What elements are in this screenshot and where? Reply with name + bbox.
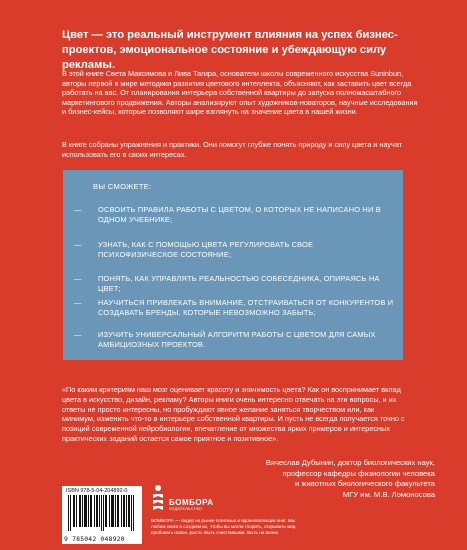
publisher-description: БОМБОРА — лидер на рынке полезных и вдохновляющих книг. Мы любим книги и создаем их, чтобы вы могли творить, открывать мир, пробовать новое, расти. Быть счастливыми. Быть на волне. — [151, 518, 297, 535]
barcode-icon — [68, 495, 136, 531]
benefit-text: УЗНАТЬ, КАК С ПОМОЩЬЮ ЦВЕТА РЕГУЛИРОВАТЬ СВОЕ ПСИХОФИЗИЧЕСКОЕ СОСТОЯНИЕ; — [98, 240, 314, 259]
benefit-text: ИЗУЧИТЬ УНИВЕРСАЛЬНЫЙ АЛГОРИТМ РАБОТЫ С ЦВЕТОМ ДЛЯ САМЫХ АМБИЦИОЗНЫХ ПРОЕКТОВ. — [98, 330, 376, 349]
benefit-text: НАУЧИТЬСЯ ПРИВЛЕКАТЬ ВНИМАНИЕ, ОТСТРАИВАТЬСЯ ОТ КОНКУРЕНТОВ И СОЗДАВАТЬ БРЕНДЫ, КОТОРЫЕ НЕВОЗМОЖНО ЗАБЫТЬ; — [98, 298, 394, 317]
dash-icon: — — [74, 330, 82, 339]
publisher-name: БОМБОРА — [169, 498, 214, 507]
dash-icon: — — [74, 274, 82, 283]
review-quote: «По каким критериям наш мозг оценивает красоту и значимость цвета? Как он воспринимает вклад цвета в искусство, дизайн, рекламу? Авторы книги очень интересно отвечать на эти вопросы, и их ответы не просто интересны, но пробуждают явное желание заняться творчеством или, как минимум, изменить что-то в интерьере собственной квартиры. И пусть не всегда получается точно с позиций современной нейробиологии, впечатление от множества ярких примеров и интересных практических заданий остается самое приятное и позитивное». — [62, 385, 405, 443]
signature-line: МГУ им. М.В. Ломоносова — [342, 489, 435, 499]
benefit-item — [74, 298, 394, 318]
description-paragraph: В этой книге Света Максимова и Лива Тагира, основатели школы современного искусства Suninbun, авторы первой в мире методики развития цветового интеллекта, объясняют, как заставить цвет всегда работать на вас. От планирования интерьера собственной квартиры до запуска полномасштабного маркетингового продвижения. Авторы анализируют опыт художников-новаторов, научные исследования и бизнес-кейсы, которые позволяют шире взглянуть на значение цвета в нашей жизни. — [62, 69, 418, 117]
benefits-title: ВЫ СМОЖЕТЕ: — [93, 182, 152, 191]
benefit-text: ПОНЯТЬ, КАК УПРАВЛЯТЬ РЕАЛЬНОСТЬЮ СОБЕСЕДНИКА, ОПИРАЯСЬ НА ЦВЕТ; — [98, 274, 380, 293]
dash-icon: — — [74, 240, 82, 249]
signature — [195, 458, 435, 500]
signature-line: и животных биологического факультета — [295, 479, 435, 488]
benefit-text: ОСВОИТЬ ПРАВИЛА РАБОТЫ С ЦВЕТОМ, О КОТОРЫХ НЕ НАПИСАНО НИ В ОДНОМ УЧЕБНИКЕ; — [98, 205, 381, 224]
bombora-logo-icon — [151, 484, 165, 514]
barcode-number: 9 785042 048920 — [64, 535, 125, 543]
benefit-item — [74, 330, 394, 350]
dash-icon: — — [74, 298, 82, 307]
benefit-item — [74, 274, 394, 294]
lead-text: Цвет — это реальный инструмент влияния на успех бизнес-проектов, эмоциональное состояние и убеждающую силу рекламы. — [62, 29, 398, 71]
benefit-item — [74, 205, 394, 225]
dash-icon: — — [74, 205, 82, 214]
isbn-text: ISBN 978-5-04-204892-0 — [66, 488, 128, 494]
signature-line: Вячеслав Дубынин, доктор биологических наук, — [265, 458, 435, 467]
signature-line: профессор кафедры физиологии человека — [282, 468, 435, 478]
barcode-block — [62, 486, 142, 544]
benefit-item — [74, 240, 394, 260]
benefits-box — [63, 170, 403, 360]
publisher-sub: ИЗДАТЕЛЬСТВО — [169, 507, 203, 511]
practice-paragraph: В книге собраны упражнения и практики. Они помогут глубже понять природу и силу цвета и научат использовать его в своих интересах. — [62, 140, 403, 159]
